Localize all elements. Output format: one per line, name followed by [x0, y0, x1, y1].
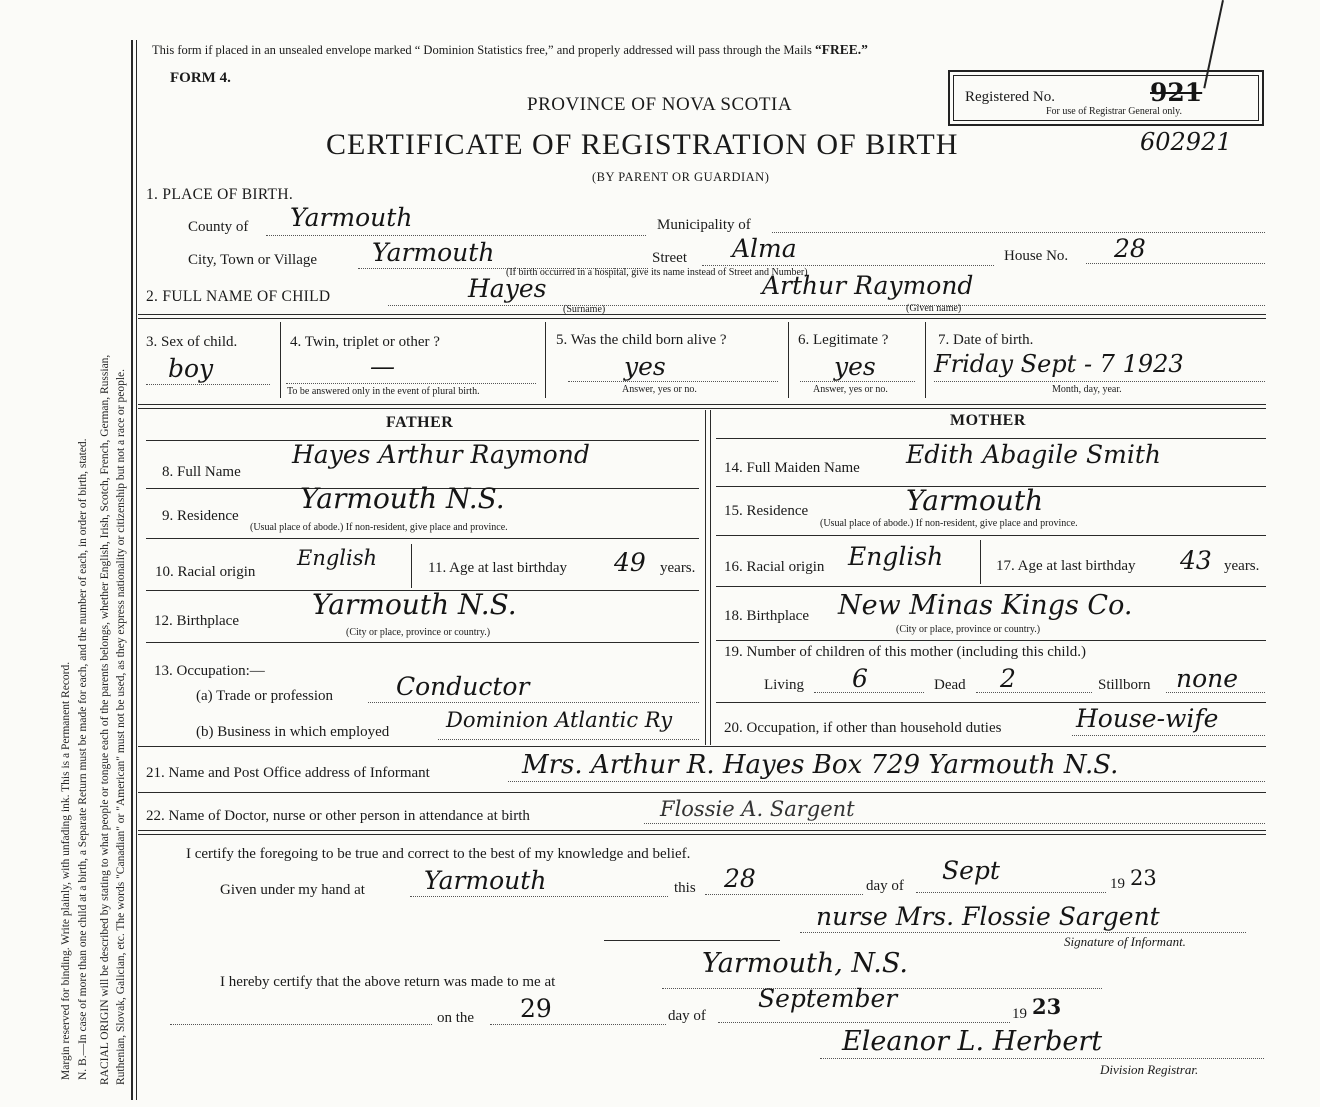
father-trade-value: Conductor: [396, 672, 530, 701]
living-value: 6: [852, 664, 868, 693]
dead-label: Dead: [934, 677, 966, 693]
father-residence-value: Yarmouth N.S.: [300, 482, 505, 515]
legitimate-label: 6. Legitimate ?: [798, 332, 889, 348]
father-birthplace-label: 12. Birthplace: [154, 613, 239, 629]
registrar-signature: Eleanor L. Herbert: [842, 1026, 1103, 1057]
mother-name-label: 14. Full Maiden Name: [724, 460, 860, 476]
registrar-caption: Division Registrar.: [1100, 1062, 1199, 1077]
municipality-label: Municipality of: [657, 217, 751, 233]
registered-number-value: 921: [1150, 78, 1203, 107]
sex-label: 3. Sex of child.: [146, 334, 238, 350]
stillborn-label: Stillborn: [1098, 677, 1151, 693]
page-title: CERTIFICATE OF REGISTRATION OF BIRTH: [326, 128, 959, 161]
margin-note-racial-origin-1: RACIAL ORIGIN will be described by stating to what people or tongue each of the parents belongs, whether English, Irish, Scotch, French, German, Russian,: [99, 354, 111, 1085]
mother-name-value: Edith Abagile Smith: [906, 440, 1162, 469]
stillborn-value: none: [1176, 664, 1239, 693]
father-business-label: (b) Business in which employed: [196, 724, 390, 740]
province-heading: PROVINCE OF NOVA SCOTIA: [527, 94, 793, 115]
given-name-note: (Given name): [906, 303, 962, 314]
given-year-prefix: 19: [1110, 876, 1125, 892]
registrar-place-value: Yarmouth, N.S.: [702, 948, 908, 979]
binding-margin-line: [131, 40, 133, 1100]
registrar-on-label: on the: [437, 1010, 475, 1026]
given-day-value: 28: [724, 864, 756, 893]
doctor-label: 22. Name of Doctor, nurse or other person in attendance at birth: [146, 808, 530, 824]
given-month-value: Sept: [942, 856, 1000, 885]
father-residence-label: 9. Residence: [162, 508, 239, 524]
margin-note-racial-origin-2: Ruthenian, Slovak, Galician, etc. The words "Canadian" or "American" must not be used, as they express nationality or citizenship but not a race or people.: [115, 368, 127, 1085]
this-label: this: [674, 880, 696, 896]
certify-statement: I certify the foregoing to be true and correct to the best of my knowledge and belief.: [186, 846, 691, 862]
page-subtitle: (BY PARENT OR GUARDIAN): [592, 170, 770, 184]
legitimate-value: yes: [834, 352, 876, 381]
mother-heading: MOTHER: [950, 412, 1026, 429]
given-year-value: 23: [1130, 866, 1157, 890]
date-of-birth-label: 7. Date of birth.: [938, 332, 1034, 348]
county-value: Yarmouth: [290, 203, 413, 232]
county-label: County of: [188, 219, 249, 235]
informant-signature-caption: Signature of Informant.: [1064, 934, 1186, 949]
city-value: Yarmouth: [372, 238, 495, 267]
registration-stamp-number: 602921: [1140, 128, 1232, 156]
legitimate-note: Answer, yes or no.: [813, 384, 888, 395]
mother-residence-note: (Usual place of abode.) If non-resident, give place and province.: [820, 518, 1078, 529]
mother-children-label: 19. Number of children of this mother (including this child.): [724, 644, 1087, 660]
given-place-value: Yarmouth: [424, 866, 547, 895]
mother-birthplace-value: New Minas Kings Co.: [838, 590, 1133, 621]
twin-value: —: [370, 352, 395, 381]
mother-age-label: 17. Age at last birthday: [996, 558, 1136, 574]
margin-note-binding: Margin reserved for binding. Write plainly, with unfading ink. This is a Permanent Record.: [60, 661, 72, 1080]
mother-racial-label: 16. Racial origin: [724, 559, 825, 575]
father-residence-note: (Usual place of abode.) If non-resident, give place and province.: [250, 522, 508, 533]
father-name-value: Hayes Arthur Raymond: [292, 440, 590, 469]
father-occupation-label: 13. Occupation:—: [154, 663, 265, 679]
father-birthplace-value: Yarmouth N.S.: [312, 588, 517, 621]
mother-birthplace-label: 18. Birthplace: [724, 608, 809, 624]
informant-signature: nurse Mrs. Flossie Sargent: [816, 902, 1160, 931]
father-age-unit: years.: [660, 560, 696, 576]
registrar-dayof-label: day of: [668, 1008, 706, 1024]
surname-note: (Surname): [563, 304, 606, 315]
given-dayof-label: day of: [866, 878, 904, 894]
sex-value: boy: [168, 354, 214, 383]
informant-label: 21. Name and Post Office address of Informant: [146, 765, 430, 781]
twin-label: 4. Twin, triplet or other ?: [290, 334, 440, 350]
house-number-value: 28: [1114, 234, 1146, 263]
born-alive-label: 5. Was the child born alive ?: [556, 332, 727, 348]
born-alive-value: yes: [624, 352, 666, 381]
hospital-note: (If birth occurred in a hospital, give its name instead of Street and Number): [506, 267, 808, 278]
mother-occupation-label: 20. Occupation, if other than household duties: [724, 720, 1002, 736]
place-of-birth-heading: 1. PLACE OF BIRTH.: [146, 186, 293, 203]
father-racial-label: 10. Racial origin: [155, 564, 256, 580]
street-value: Alma: [732, 234, 797, 263]
dead-value: 2: [1000, 664, 1016, 693]
father-business-value: Dominion Atlantic Ry: [446, 708, 673, 732]
street-label: Street: [652, 250, 687, 266]
given-under-label: Given under my hand at: [220, 882, 365, 898]
margin-note-multiple-birth: N. B.—In case of more than one child at a birth, a Separate Return must be made for each, and the number of each, in order of birth, stated.: [77, 438, 89, 1080]
mother-occupation-value: House-wife: [1076, 704, 1219, 733]
father-trade-label: (a) Trade or profession: [196, 688, 334, 704]
father-age-value: 49: [614, 548, 646, 577]
registered-number-label: Registered No.: [965, 89, 1055, 105]
registrar-day-value: 29: [520, 994, 552, 1023]
mother-age-value: 43: [1180, 546, 1212, 575]
mail-notice: This form if placed in an unsealed envelope marked “ Dominion Statistics free,” and properly addressed will pass through the Mails “FREE.”: [152, 42, 868, 57]
child-given-name-value: Arthur Raymond: [762, 271, 974, 300]
date-of-birth-note: Month, day, year.: [1052, 384, 1122, 395]
mother-racial-value: English: [848, 542, 944, 571]
father-racial-value: English: [297, 546, 378, 570]
registrar-year-value: 23: [1032, 994, 1062, 1019]
father-heading: FATHER: [386, 414, 454, 431]
house-number-label: House No.: [1004, 248, 1069, 264]
informant-value: Mrs. Arthur R. Hayes Box 729 Yarmouth N.S.: [522, 750, 1119, 780]
doctor-value: Flossie A. Sargent: [660, 797, 855, 821]
mother-residence-label: 15. Residence: [724, 503, 809, 519]
date-of-birth-value: Friday Sept - 7 1923: [934, 350, 1184, 378]
mother-residence-value: Yarmouth: [906, 484, 1044, 517]
mother-birthplace-note: (City or place, province or country.): [896, 624, 1041, 635]
registrar-statement: I hereby certify that the above return was made to me at: [220, 974, 556, 990]
parents-divider: [705, 410, 706, 745]
father-name-label: 8. Full Name: [162, 464, 241, 480]
form-number: FORM 4.: [170, 70, 231, 86]
child-surname-value: Hayes: [468, 274, 547, 303]
registrar-month-value: September: [758, 984, 898, 1013]
father-age-label: 11. Age at last birthday: [428, 560, 567, 576]
father-birthplace-note: (City or place, province or country.): [346, 627, 491, 638]
born-alive-note: Answer, yes or no.: [622, 384, 697, 395]
binding-margin-line-inner: [136, 40, 137, 1100]
registered-number-note: For use of Registrar General only.: [1046, 106, 1182, 117]
registrar-year-prefix: 19: [1012, 1006, 1027, 1022]
living-label: Living: [764, 677, 804, 693]
child-name-label: 2. FULL NAME OF CHILD: [146, 288, 331, 305]
mother-age-unit: years.: [1224, 558, 1260, 574]
twin-note: To be answered only in the event of plural birth.: [287, 386, 480, 397]
city-label: City, Town or Village: [188, 252, 318, 268]
